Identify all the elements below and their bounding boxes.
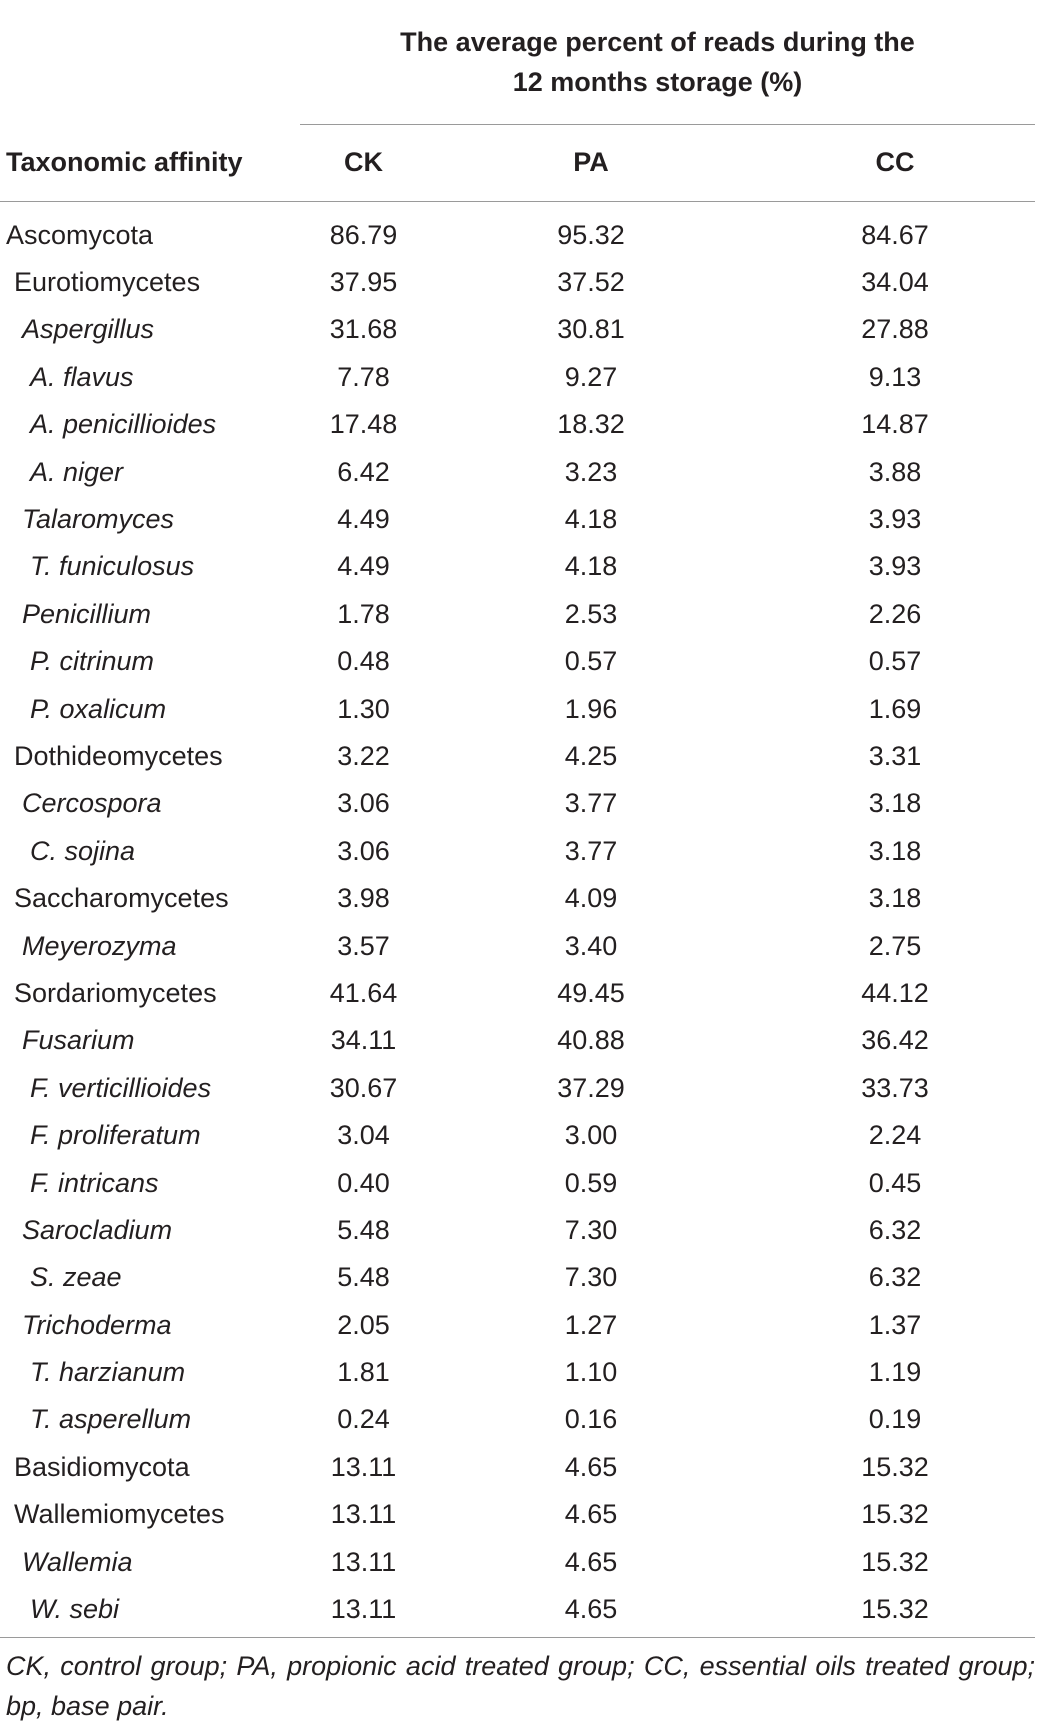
table-row (0, 828, 1035, 875)
pa-value-cell: 4.65 (564, 1451, 618, 1482)
pa-value-cell: 18.32 (557, 409, 625, 440)
cc-value-cell: 9.13 (868, 361, 922, 392)
taxon-name-cell: Trichoderma (22, 1309, 172, 1340)
table-row (0, 448, 1035, 495)
pa-value-cell: 4.18 (564, 551, 618, 582)
cc-value-cell: 27.88 (861, 314, 929, 345)
table-row (0, 1396, 1035, 1443)
cc-value-cell: 3.18 (868, 788, 922, 819)
pa-value-cell: 0.59 (564, 1167, 618, 1198)
cc-value-cell: 6.32 (868, 1262, 922, 1293)
ck-value-cell: 6.42 (337, 456, 390, 487)
pa-value-cell: 0.57 (564, 646, 618, 677)
cc-value-cell: 34.04 (861, 267, 929, 298)
column-header-cc: CC (755, 124, 1035, 201)
pa-value-cell: 7.30 (564, 1214, 618, 1245)
ck-value-cell: 41.64 (329, 977, 398, 1008)
taxon-name-cell: Meyerozyma (22, 930, 177, 961)
table-row (0, 922, 1035, 969)
pa-value-cell: 3.23 (564, 456, 618, 487)
taxon-name-cell: Sordariomycetes (14, 977, 217, 1008)
taxon-name-cell: Saccharomycetes (14, 883, 229, 914)
taxon-name-cell: Eurotiomycetes (14, 267, 201, 298)
taxon-name-cell: W. sebi (0, 1586, 300, 1638)
ck-value-cell: 0.48 (337, 646, 390, 677)
ck-value-cell: 3.57 (337, 930, 390, 961)
cc-value-cell: 1.37 (868, 1309, 922, 1340)
taxon-name-cell: F. intricans (30, 1167, 159, 1198)
ck-value-cell: 2.05 (337, 1309, 390, 1340)
ck-value-cell: 13.11 (330, 1499, 397, 1530)
taxon-name-cell: Penicillium (22, 598, 152, 629)
table-row (0, 1017, 1035, 1064)
pa-value-cell: 1.96 (564, 693, 618, 724)
taxon-name-cell: F. proliferatum (30, 1120, 201, 1151)
cc-value-cell: 84.67 (861, 219, 929, 250)
ck-value-cell: 4.49 (337, 504, 390, 535)
cc-value-cell: 15.32 (861, 1546, 929, 1577)
ck-value-cell: 5.48 (337, 1214, 390, 1245)
ck-value-cell: 0.24 (337, 1404, 390, 1435)
group-header-line-2: 12 months storage (%) (512, 66, 803, 97)
pa-value-cell: 3.00 (564, 1120, 618, 1151)
cc-value-cell: 3.31 (868, 740, 922, 771)
taxon-name-cell: Cercospora (22, 788, 162, 819)
table-row (0, 543, 1035, 590)
table-row (0, 401, 1035, 448)
taxon-name-cell: C. sojina (30, 835, 136, 866)
pa-value-cell: 4.09 (564, 883, 618, 914)
pa-value-cell: 9.27 (564, 361, 618, 392)
cc-value-cell: 3.93 (868, 504, 922, 535)
pa-value-cell: 3.77 (564, 835, 618, 866)
table-row (0, 1159, 1035, 1206)
taxon-name-cell: Dothideomycetes (14, 740, 223, 771)
taxon-name-cell: Ascomycota (6, 219, 154, 250)
ck-value-cell: 13.11 (330, 1546, 397, 1577)
cc-value-cell: 2.75 (868, 930, 922, 961)
ck-value-cell: 1.30 (337, 693, 390, 724)
cc-value-cell: 44.12 (861, 977, 929, 1008)
ck-value-cell: 13.11 (330, 1451, 397, 1482)
cc-value-cell: 15.32 (861, 1451, 929, 1482)
empty-header-cell (0, 0, 300, 124)
cc-value-cell: 15.32 (861, 1499, 929, 1530)
ck-value-cell: 3.22 (337, 740, 390, 771)
ck-value-cell: 3.04 (337, 1120, 390, 1151)
pa-value-cell: 7.30 (564, 1262, 618, 1293)
table-row (0, 591, 1035, 638)
ck-value-cell: 5.48 (337, 1262, 390, 1293)
taxon-name-cell: F. verticillioides (30, 1072, 212, 1103)
group-header-row (0, 0, 1035, 124)
table-row (0, 259, 1035, 306)
taxon-name-cell: A. penicillioides (30, 409, 217, 440)
pa-value-cell: 0.16 (564, 1404, 618, 1435)
table-row (0, 970, 1035, 1017)
cc-value-cell: 15.32 (755, 1586, 1035, 1638)
pa-value-cell: 4.25 (564, 740, 618, 771)
taxon-name-cell: Wallemia (22, 1546, 133, 1577)
table-row (0, 780, 1035, 827)
table-row (0, 1586, 1035, 1638)
table-row (0, 733, 1035, 780)
table-row (0, 638, 1035, 685)
taxon-name-cell: A. niger (30, 456, 124, 487)
ck-value-cell: 30.67 (329, 1072, 398, 1103)
taxon-name-cell: Wallemiomycetes (14, 1499, 225, 1530)
cc-value-cell: 2.24 (868, 1120, 922, 1151)
ck-value-cell: 86.79 (329, 219, 398, 250)
column-header-taxon: Taxonomic affinity (0, 124, 300, 201)
taxon-name-cell: A. flavus (30, 361, 134, 392)
ck-value-cell: 17.48 (329, 409, 398, 440)
ck-value-cell: 34.11 (330, 1025, 397, 1056)
table-row (0, 306, 1035, 353)
taxon-name-cell: T. harzianum (30, 1357, 186, 1388)
table-row (0, 1349, 1035, 1396)
ck-value-cell: 7.78 (337, 361, 390, 392)
ck-value-cell: 4.49 (337, 551, 390, 582)
taxon-name-cell: P. oxalicum (30, 693, 167, 724)
table-row (0, 875, 1035, 922)
ck-value-cell: 3.06 (337, 788, 390, 819)
cc-value-cell: 3.18 (868, 835, 922, 866)
pa-value-cell: 3.77 (564, 788, 618, 819)
taxon-name-cell: Fusarium (22, 1025, 135, 1056)
taxon-name-cell: T. asperellum (30, 1404, 192, 1435)
cc-value-cell: 0.19 (868, 1404, 922, 1435)
ck-value-cell: 37.95 (329, 267, 398, 298)
cc-value-cell: 3.88 (868, 456, 922, 487)
pa-value-cell: 4.65 (564, 1546, 618, 1577)
ck-value-cell: 0.40 (337, 1167, 390, 1198)
cc-value-cell: 0.57 (868, 646, 922, 677)
taxon-name-cell: Talaromyces (22, 504, 175, 535)
column-header-ck: CK (300, 124, 427, 201)
column-header-row (0, 124, 1035, 201)
pa-value-cell: 37.29 (557, 1072, 625, 1103)
table-row (0, 1301, 1035, 1348)
table-footnote: CK, control group; PA, propionic acid treated group; CC, essential oils treated group; bp, base pair. (6, 1651, 1035, 1721)
table-row (0, 1538, 1035, 1585)
pa-value-cell: 49.45 (557, 977, 625, 1008)
taxon-name-cell: T. funiculosus (30, 551, 195, 582)
ck-value-cell: 3.98 (337, 883, 390, 914)
cc-value-cell: 1.19 (868, 1357, 922, 1388)
pa-value-cell: 95.32 (557, 219, 625, 250)
ck-value-cell: 31.68 (329, 314, 398, 345)
pa-value-cell: 40.88 (557, 1025, 625, 1056)
taxon-name-cell: S. zeae (30, 1262, 122, 1293)
table-row (0, 201, 1035, 259)
cc-value-cell: 36.42 (861, 1025, 929, 1056)
pa-value-cell: 2.53 (564, 598, 618, 629)
table-row (0, 1065, 1035, 1112)
pa-value-cell: 4.18 (564, 504, 618, 535)
pa-value-cell: 1.10 (564, 1357, 618, 1388)
cc-value-cell: 3.93 (868, 551, 922, 582)
table-body (0, 201, 1035, 1638)
cc-value-cell: 3.18 (868, 883, 922, 914)
table-row (0, 1444, 1035, 1491)
table-row (0, 1112, 1035, 1159)
table-row (0, 1254, 1035, 1301)
cc-value-cell: 1.69 (868, 693, 922, 724)
cc-value-cell: 33.73 (861, 1072, 929, 1103)
taxon-name-cell: P. citrinum (30, 646, 155, 677)
ck-value-cell: 1.78 (337, 598, 390, 629)
pa-value-cell: 3.40 (564, 930, 618, 961)
column-header-pa: PA (427, 124, 755, 201)
cc-value-cell: 6.32 (868, 1214, 922, 1245)
table-row (0, 1207, 1035, 1254)
taxon-name-cell: Aspergillus (22, 314, 155, 345)
ck-value-cell: 1.81 (337, 1357, 390, 1388)
table-row (0, 1491, 1035, 1538)
pa-value-cell: 30.81 (557, 314, 625, 345)
ck-value-cell: 3.06 (337, 835, 390, 866)
group-header-title (300, 0, 1035, 124)
taxon-name-cell: Basidiomycota (14, 1451, 190, 1482)
pa-value-cell: 4.65 (427, 1586, 755, 1638)
cc-value-cell: 14.87 (861, 409, 929, 440)
table-row (0, 685, 1035, 732)
table-row (0, 354, 1035, 401)
pa-value-cell: 1.27 (564, 1309, 618, 1340)
group-header-line-1: The average percent of reads during the (400, 26, 915, 57)
taxon-name-cell: Sarocladium (22, 1214, 173, 1245)
ck-value-cell: 13.11 (300, 1586, 427, 1638)
pa-value-cell: 4.65 (564, 1499, 618, 1530)
pa-value-cell: 37.52 (557, 267, 625, 298)
cc-value-cell: 0.45 (868, 1167, 922, 1198)
cc-value-cell: 2.26 (868, 598, 922, 629)
table-row (0, 496, 1035, 543)
